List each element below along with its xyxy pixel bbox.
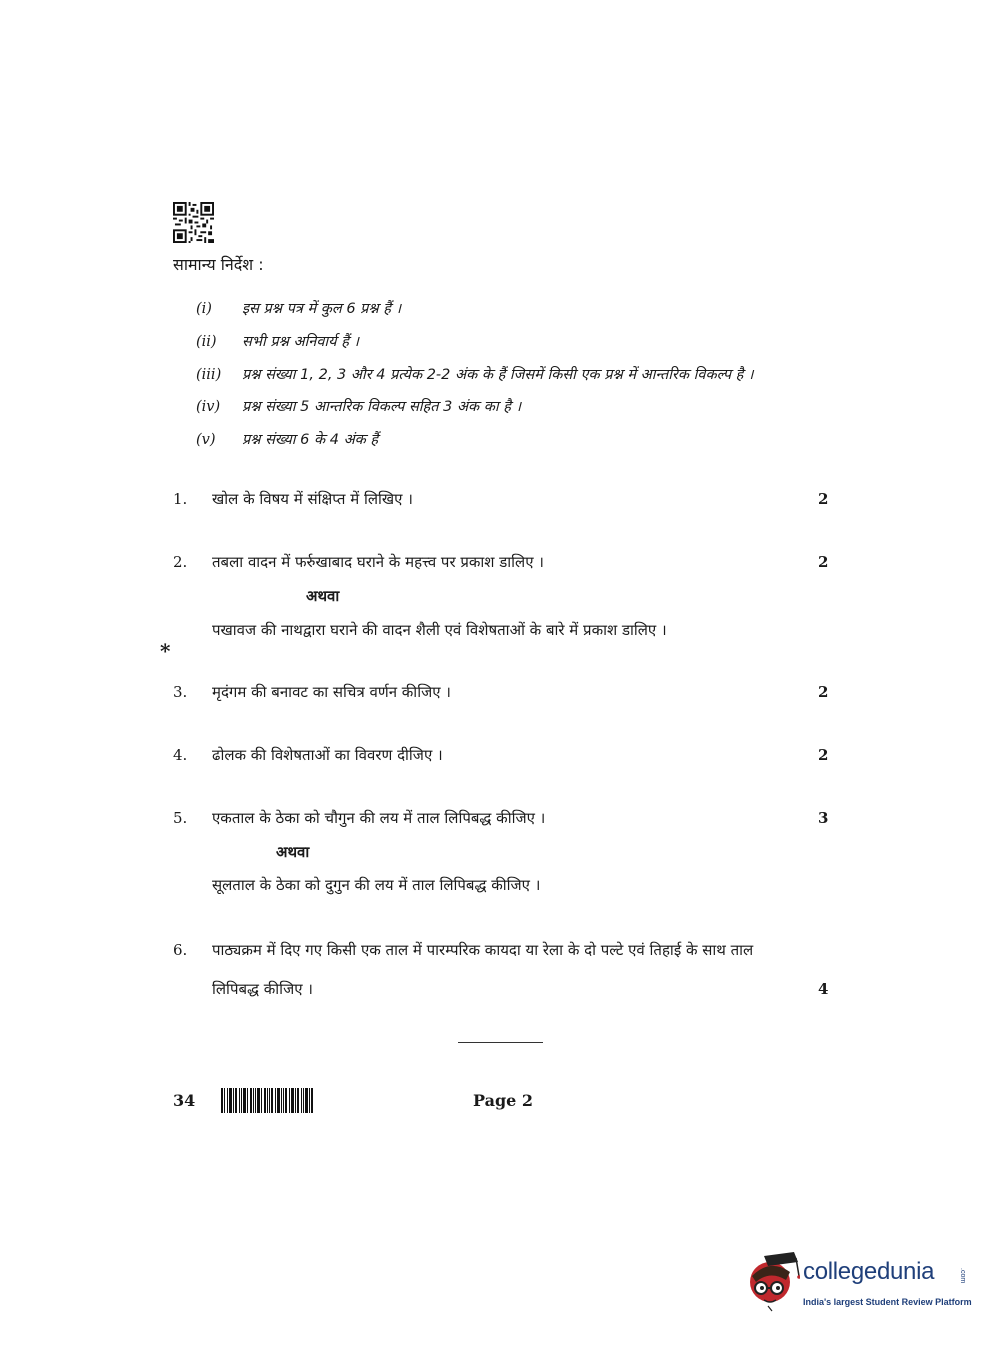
question-text: मृदंगम की बनावट का सचित्र वर्णन कीजिए । [212, 683, 451, 701]
asterisk-mark: * [160, 639, 171, 663]
instruction-number: (iii) [196, 367, 222, 383]
instruction-number: (v) [196, 432, 216, 448]
alternative-question-text: सूलताल के ठेका को दुगुन की लय में ताल लिपिबद्ध कीजिए । [212, 876, 541, 894]
instruction-text: प्रश्न संख्या 1, 2, 3 और 4 प्रत्येक 2-2 अंक के हैं जिसमें किसी एक प्रश्न में आन्तरिक विकल्प है । [242, 367, 754, 383]
instruction-item [196, 396, 521, 416]
question-text: खोल के विषय में संक्षिप्त में लिखिए । [212, 490, 413, 508]
question-text: एकताल के ठेका को चौगुन की लय में ताल लिपिबद्ध कीजिए । [212, 809, 546, 827]
paper-code: 34 [173, 1091, 196, 1110]
barcode-icon [221, 1088, 313, 1113]
logo-wordmark: collegedunia [803, 1258, 935, 1285]
question-marks: 2 [818, 490, 829, 508]
instruction-text: इस प्रश्न पत्र में कुल 6 प्रश्न हैं । [242, 301, 402, 317]
end-rule [458, 1042, 543, 1043]
instruction-item [196, 331, 359, 351]
question-marks: 2 [818, 683, 829, 701]
question-number: 6. [173, 941, 188, 959]
alternative-question-text: पखावज की नाथद्वारा घराने की वादन शैली एवं विशेषताओं के बारे में प्रकाश डालिए । [212, 621, 667, 639]
instruction-text: सभी प्रश्न अनिवार्य हैं । [242, 334, 359, 350]
question-text-line2: लिपिबद्ध कीजिए । [212, 980, 313, 998]
question-text: तबला वादन में फर्रुखाबाद घराने के महत्त्व पर प्रकाश डालिए । [212, 553, 544, 571]
question-number: 2. [173, 553, 188, 571]
general-instructions-heading: सामान्य निर्देश : [173, 255, 264, 274]
instruction-number: (iv) [196, 399, 221, 415]
instruction-text: प्रश्न संख्या 5 आन्तरिक विकल्प सहित 3 अंक का है । [242, 399, 522, 415]
instruction-item [196, 429, 378, 449]
question-text: ढोलक की विशेषताओं का विवरण दीजिए । [212, 746, 443, 764]
question-marks: 2 [818, 746, 829, 764]
question-marks: 4 [818, 980, 829, 998]
instruction-item [196, 298, 401, 318]
page-label: Page 2 [473, 1091, 534, 1110]
question-number: 1. [173, 490, 188, 508]
question-marks: 3 [818, 809, 829, 827]
logo-com: .com [959, 1268, 966, 1284]
qr-code-icon [173, 202, 214, 243]
instruction-number: (ii) [196, 334, 217, 350]
instruction-text: प्रश्न संख्या 6 के 4 अंक हैं [242, 432, 379, 448]
question-number: 3. [173, 683, 188, 701]
instruction-number: (i) [196, 301, 212, 317]
instruction-item [196, 364, 754, 384]
question-text-line1: पाठ्यक्रम में दिए गए किसी एक ताल में पारम्परिक कायदा या रेला के दो पल्टे एवं तिहाई के साथ ताल [212, 941, 754, 959]
question-number: 4. [173, 746, 188, 764]
collegedunia-mascot-icon [744, 1250, 800, 1312]
logo-tagline: India's largest Student Review Platform [803, 1297, 972, 1307]
or-label: अथवा [276, 843, 310, 861]
question-marks: 2 [818, 553, 829, 571]
question-number: 5. [173, 809, 188, 827]
or-label: अथवा [306, 587, 340, 605]
